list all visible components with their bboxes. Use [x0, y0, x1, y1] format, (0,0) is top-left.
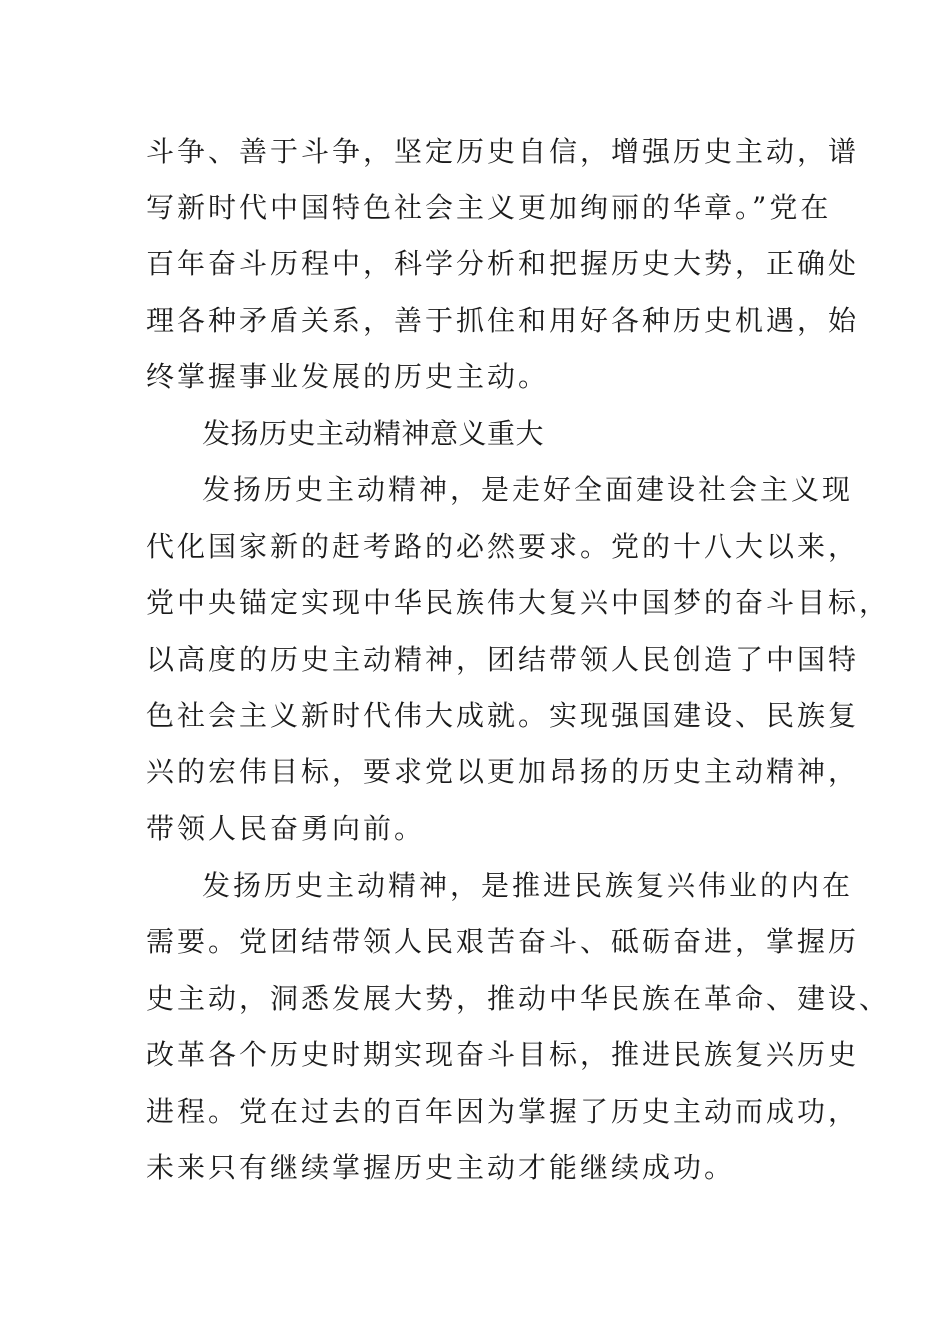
paragraph-1-line-4: 理各种矛盾关系，善于抓住和用好各种历史机遇，始: [146, 304, 860, 337]
paragraph-3-line-3: 史主动，洞悉发展大势，推动中华民族在革命、建设、: [146, 982, 891, 1015]
paragraph-3-line-5: 进程。党在过去的百年因为掌握了历史主动而成功，: [146, 1095, 860, 1128]
paragraph-3-line-4: 改革各个历史时期实现奋斗目标，推进民族复兴历史: [146, 1038, 860, 1071]
paragraph-2-line-1: 发扬历史主动精神，是走好全面建设社会主义现: [202, 473, 854, 506]
paragraph-2-line-3: 党中央锚定实现中华民族伟大复兴中国梦的奋斗目标，: [146, 586, 891, 619]
section-heading: 发扬历史主动精神意义重大: [202, 417, 545, 450]
paragraph-2-line-2: 代化国家新的赶考路的必然要求。党的十八大以来，: [146, 530, 860, 563]
paragraph-2-line-5: 色社会主义新时代伟大成就。实现强国建设、民族复: [146, 699, 860, 732]
paragraph-2-line-7: 带领人民奋勇向前。: [146, 812, 426, 845]
paragraph-1-line-1: 斗争、善于斗争，坚定历史自信，增强历史主动，谱: [146, 135, 860, 168]
paragraph-2-line-4: 以高度的历史主动精神，团结带领人民创造了中国特: [146, 643, 860, 676]
paragraph-3-line-2: 需要。党团结带领人民艰苦奋斗、砥砺奋进，掌握历: [146, 925, 860, 958]
paragraph-1-line-5: 终掌握事业发展的历史主动。: [146, 360, 550, 393]
paragraph-2-line-6: 兴的宏伟目标，要求党以更加昂扬的历史主动精神，: [146, 755, 860, 788]
paragraph-3-line-1: 发扬历史主动精神，是推进民族复兴伟业的内在: [202, 869, 854, 902]
paragraph-1-line-3: 百年奋斗历程中，科学分析和把握历史大势，正确处: [146, 247, 860, 280]
paragraph-3-line-6: 未来只有继续掌握历史主动才能继续成功。: [146, 1151, 736, 1184]
paragraph-1-line-2: 写新时代中国特色社会主义更加绚丽的华章。”党在: [146, 191, 832, 224]
